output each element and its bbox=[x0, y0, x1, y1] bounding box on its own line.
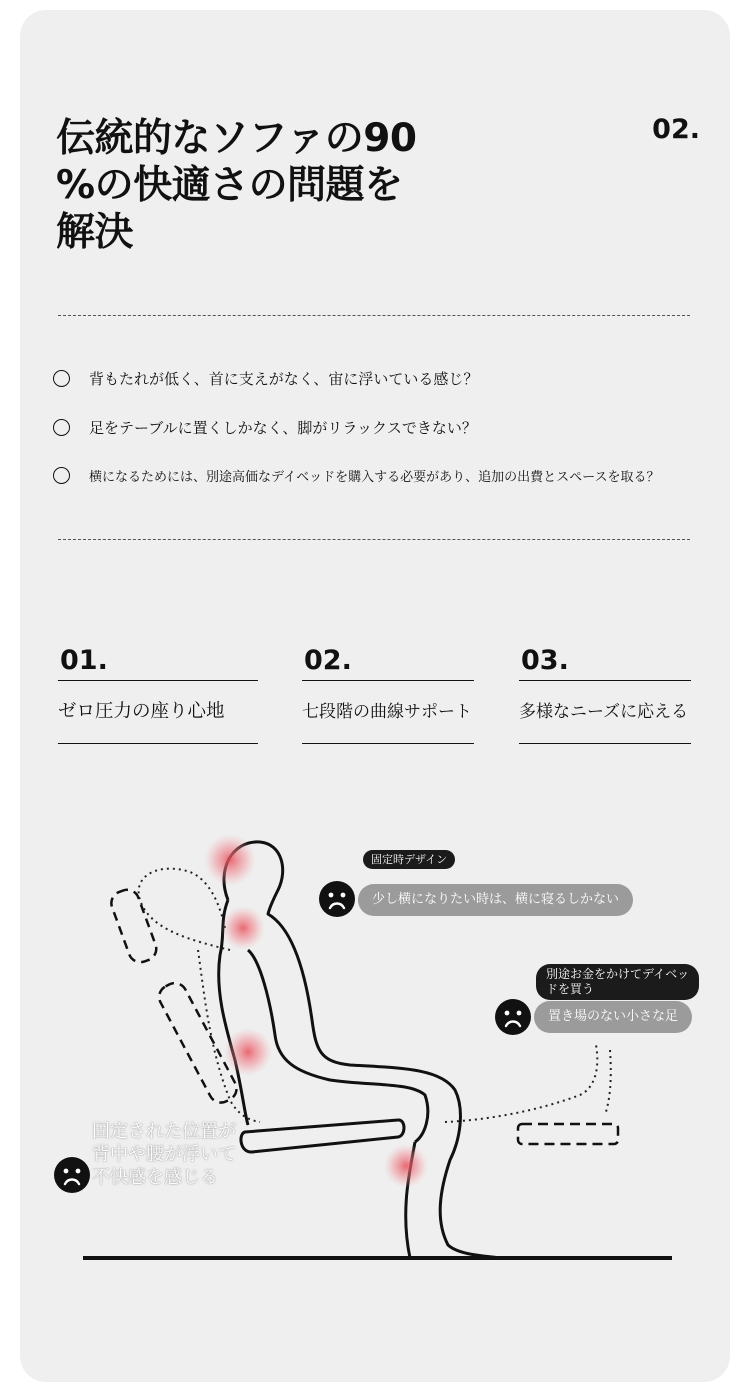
question-item-1[interactable] bbox=[53, 368, 478, 389]
sad-face-icon bbox=[54, 1157, 90, 1193]
back-discomfort-note bbox=[92, 1120, 236, 1189]
title-line-2: %の快適さの問題を bbox=[56, 163, 403, 208]
question-text: 足をテーブルに置くしかなく、脚がリラックスできない？ bbox=[89, 419, 477, 437]
knee-pressure-point bbox=[384, 1144, 428, 1188]
sad-face-icon bbox=[319, 881, 355, 917]
dotted-foot-outline bbox=[605, 1050, 611, 1115]
question-item-2[interactable] bbox=[53, 417, 477, 438]
title-line-1: 伝統的なソファの90 bbox=[56, 116, 417, 161]
dashed-headrest-cushion bbox=[108, 886, 160, 965]
daybed-complaint-bubble bbox=[536, 964, 699, 1000]
back-note-line-2: 背中や腰が浮いて bbox=[92, 1144, 236, 1165]
back-note-line-1: 固定された位置が bbox=[92, 1121, 236, 1142]
question-text: 横になるためには、別途高価なデイベッドを購入する必要があり、追加の出費とスペースを取る？ bbox=[89, 470, 660, 485]
radio-circle-icon[interactable] bbox=[53, 419, 70, 436]
divider-bottom bbox=[58, 539, 690, 540]
feature-number: 02. bbox=[304, 645, 352, 676]
sad-face-icon bbox=[495, 999, 531, 1035]
daybed-line-1: 別途お金をかけてデイベッ bbox=[546, 967, 690, 981]
page-title bbox=[56, 115, 456, 256]
title-line-3: 解決 bbox=[56, 210, 134, 255]
feature-label: 多様なニーズに応える bbox=[519, 702, 689, 722]
seat-plank bbox=[241, 1120, 404, 1152]
feature-number: 03. bbox=[521, 645, 569, 676]
feature-rule bbox=[58, 743, 258, 744]
lie-down-complaint-bubble: 少し横になりたい時は、横に寝るしかない bbox=[358, 884, 633, 916]
fixed-design-label: 固定時デザイン bbox=[363, 850, 455, 869]
feature-02 bbox=[302, 642, 474, 744]
sitting-posture-illustration bbox=[20, 810, 730, 1280]
no-footrest-complaint-bubble: 置き場のない小さな足 bbox=[534, 1001, 692, 1033]
person-arm-outline bbox=[248, 950, 428, 1142]
feature-label: ゼロ圧力の座り心地 bbox=[58, 701, 225, 722]
divider-top bbox=[58, 315, 690, 316]
feature-rule bbox=[519, 743, 691, 744]
radio-circle-icon[interactable] bbox=[53, 370, 70, 387]
dashed-ottoman bbox=[518, 1124, 618, 1144]
dotted-leg-outline bbox=[445, 1045, 597, 1122]
neck-pressure-point bbox=[204, 834, 256, 886]
feature-rule bbox=[302, 743, 474, 744]
daybed-line-2: ドを買う bbox=[546, 982, 595, 996]
feature-03 bbox=[519, 642, 691, 744]
feature-01 bbox=[58, 642, 258, 744]
radio-circle-icon[interactable] bbox=[53, 467, 70, 484]
feature-label: 七段階の曲線サポート bbox=[302, 702, 472, 722]
shoulder-pressure-point bbox=[221, 906, 265, 950]
feature-number: 01. bbox=[60, 645, 108, 676]
content-card bbox=[20, 10, 730, 1382]
back-note-line-3: 不快感を感じる bbox=[92, 1167, 218, 1188]
section-number: 02. bbox=[652, 114, 700, 145]
question-item-3[interactable] bbox=[53, 466, 659, 485]
question-text: 背もたれが低く、首に支えがなく、宙に浮いている感じ？ bbox=[89, 370, 479, 388]
lower-back-pressure-point bbox=[224, 1028, 272, 1076]
